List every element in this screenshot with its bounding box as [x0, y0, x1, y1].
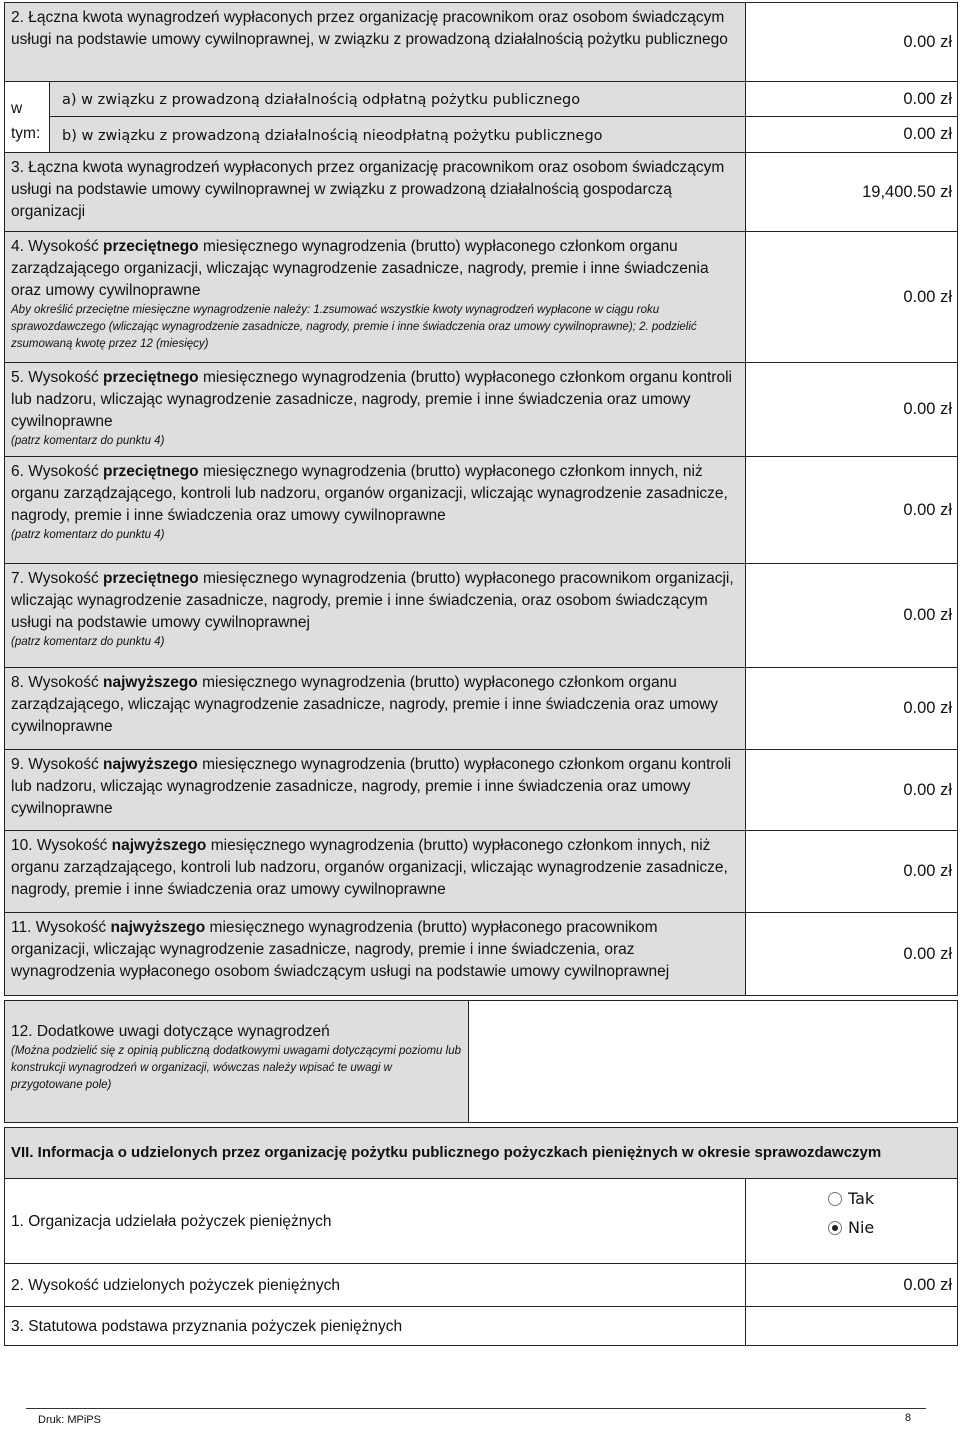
- row-3-label: 3. Łączna kwota wynagrodzeń wypłaconych przez organizację pracownikom oraz osobom świadczącym usługi na podstawie umowy cywilnoprawnej w związku z prowadzoną działalnością gospodarczą organizacji: [4, 152, 746, 232]
- row-10-label: 10. Wysokość najwyższego miesięcznego wynagrodzenia (brutto) wypłaconego członkom innych, niż organu zarządzającego, kontroli lub nadzoru, organów organizacji, wliczając wynagrodzenie zasadnicze, nagrody, premie i inne świadczenia oraz umowy cywilnoprawne: [4, 830, 746, 913]
- row-8-label: 8. Wysokość najwyższego miesięcznego wynagrodzenia (brutto) wypłaconego członkom organu zarządzającego, wliczając wynagrodzenie zasadnicze, nagrody, premie i inne świadczenia oraz umowy cywilnoprawne: [4, 667, 746, 750]
- radio-option-yes[interactable]: Tak: [828, 1189, 957, 1208]
- w-tym-a-amount[interactable]: 0.00 zł: [745, 81, 958, 117]
- row-5-label: 5. Wysokość przeciętnego miesięcznego wynagrodzenia (brutto) wypłaconego członkom organu kontroli lub nadzoru, wliczając wynagrodzenie zasadnicze, nagrody, premie i inne świadczenia oraz umowy cywilnoprawne (patrz komentarz do punktu 4): [4, 362, 746, 457]
- row-5-note: (patrz komentarz do punktu 4): [11, 435, 165, 447]
- row-6-note: (patrz komentarz do punktu 4): [11, 529, 165, 541]
- row-6-label: 6. Wysokość przeciętnego miesięcznego wynagrodzenia (brutto) wypłaconego członkom innych, niż organu zarządzającego, kontroli lub nadzoru, organów organizacji, wliczając wynagrodzenie zasadnicze, nagrody, premie i inne świadczenia oraz umowy cywilnoprawne (patrz komentarz do punktu 4): [4, 456, 746, 564]
- radio-option-no[interactable]: Nie: [828, 1218, 957, 1237]
- row-3-amount[interactable]: 19,400.50 zł: [745, 152, 958, 232]
- row-11-amount[interactable]: 0.00 zł: [745, 912, 958, 996]
- loans-q2-amount[interactable]: 0.00 zł: [745, 1263, 958, 1307]
- loans-q1-label: 1. Organizacja udzielała pożyczek pieniężnych: [4, 1178, 746, 1264]
- row-9-amount[interactable]: 0.00 zł: [745, 749, 958, 831]
- w-tym-a-label: a) w związku z prowadzoną działalnością odpłatną pożytku publicznego: [49, 81, 746, 117]
- row-9-label: 9. Wysokość najwyższego miesięcznego wynagrodzenia (brutto) wypłaconego członkom organu kontroli lub nadzoru, wliczając wynagrodzenie zasadnicze, nagrody, premie i inne świadczenia oraz umowy cywilnoprawne: [4, 749, 746, 831]
- row-7-note: (patrz komentarz do punktu 4): [11, 636, 165, 648]
- row-4-note: Aby określić przeciętne miesięczne wynagrodzenie należy: 1.zsumować wszystkie kwoty wynagrodzeń wypłacone w ciągu roku sprawozdawczego (wliczając wynagrodzenie zasadnicze, nagrody, premie i inne świadczenia oraz umowy cywilnoprawne); 2. podzielić zsumowaną kwotę przez 12 (miesięcy): [11, 304, 697, 350]
- row-11-label: 11. Wysokość najwyższego miesięcznego wynagrodzenia (brutto) wypłaconego pracownikom organizacji, wliczając wynagrodzenie zasadnicze, nagrody, premie i inne świadczenia, oraz wynagrodzenia wypłaconego osobom świadczącym usługi na podstawie umowy cywilnoprawnej: [4, 912, 746, 996]
- remarks-input[interactable]: [468, 1000, 958, 1123]
- row-6-amount[interactable]: 0.00 zł: [745, 456, 958, 564]
- loans-q3-label: 3. Statutowa podstawa przyznania pożyczek pieniężnych: [4, 1306, 746, 1346]
- section-7-title: VII. Informacja o udzielonych przez organizację pożytku publicznego pożyczkach pieniężnych w okresie sprawozdawczym: [4, 1127, 958, 1179]
- row-4-label: 4. Wysokość przeciętnego miesięcznego wynagrodzenia (brutto) wypłaconego członkom organu zarządzającego organizacji, wliczając wynagrodzenie zasadnicze, nagrody, premie i inne świadczenia oraz umowy cywilnoprawne Aby określić przeciętne miesięczne wynagrodzenie należy: 1.zsumować wszystkie kwoty wynagrodzeń wypłacone w ciągu roku sprawozdawczego (wliczając wynagrodzenie zasadnicze, nagrody, premie i inne świadczenia oraz umowy cywilnoprawne); 2. podzielić zsumowaną kwotę przez 12 (miesięcy): [4, 231, 746, 363]
- loans-q1-options: [745, 1178, 958, 1264]
- remarks-note: (Można podzielić się z opinią publiczną dodatkowymi uwagami dotyczącymi poziomu lub konstrukcji wynagrodzeń w organizacji, wówczas należy wpisać te uwagi w przygotowane pole): [11, 1045, 461, 1091]
- loans-q3-input[interactable]: [745, 1306, 958, 1346]
- footer-page-number: 8: [905, 1412, 912, 1424]
- row-2-amount[interactable]: 0.00 zł: [745, 2, 958, 82]
- row-7-amount[interactable]: 0.00 zł: [745, 563, 958, 668]
- row-5-amount[interactable]: 0.00 zł: [745, 362, 958, 457]
- w-tym-label: w tym:: [4, 81, 50, 153]
- row-8-amount[interactable]: 0.00 zł: [745, 667, 958, 750]
- footer-print-label: Druk: MPiPS: [38, 1414, 101, 1426]
- footer-rule: [26, 1408, 926, 1409]
- w-tym-b-amount[interactable]: 0.00 zł: [745, 116, 958, 153]
- row-4-amount[interactable]: 0.00 zł: [745, 231, 958, 363]
- row-7-label: 7. Wysokość przeciętnego miesięcznego wynagrodzenia (brutto) wypłaconego pracownikom organizacji, wliczając wynagrodzenie zasadnicze, nagrody, premie i inne świadczenia, oraz osobom świadczącym usługi na podstawie umowy cywilnoprawnej (patrz komentarz do punktu 4): [4, 563, 746, 668]
- row-2-label: 2. Łączna kwota wynagrodzeń wypłaconych przez organizację pracownikom oraz osobom świadczącym usługi na podstawie umowy cywilnoprawnej, w związku z prowadzoną działalnością pożytku publicznego: [4, 2, 746, 82]
- row-10-amount[interactable]: 0.00 zł: [745, 830, 958, 913]
- radio-yes-icon[interactable]: [828, 1192, 842, 1206]
- radio-no-icon[interactable]: [828, 1221, 842, 1235]
- remarks-label: 12. Dodatkowe uwagi dotyczące wynagrodzeń (Można podzielić się z opinią publiczną dodatkowymi uwagami dotyczącymi poziomu lub konstrukcji wynagrodzeń w organizacji, wówczas należy wpisać te uwagi w przygotowane pole): [4, 1000, 469, 1123]
- w-tym-b-label: b) w związku z prowadzoną działalnością nieodpłatną pożytku publicznego: [49, 116, 746, 153]
- loans-q2-label: 2. Wysokość udzielonych pożyczek pieniężnych: [4, 1263, 746, 1307]
